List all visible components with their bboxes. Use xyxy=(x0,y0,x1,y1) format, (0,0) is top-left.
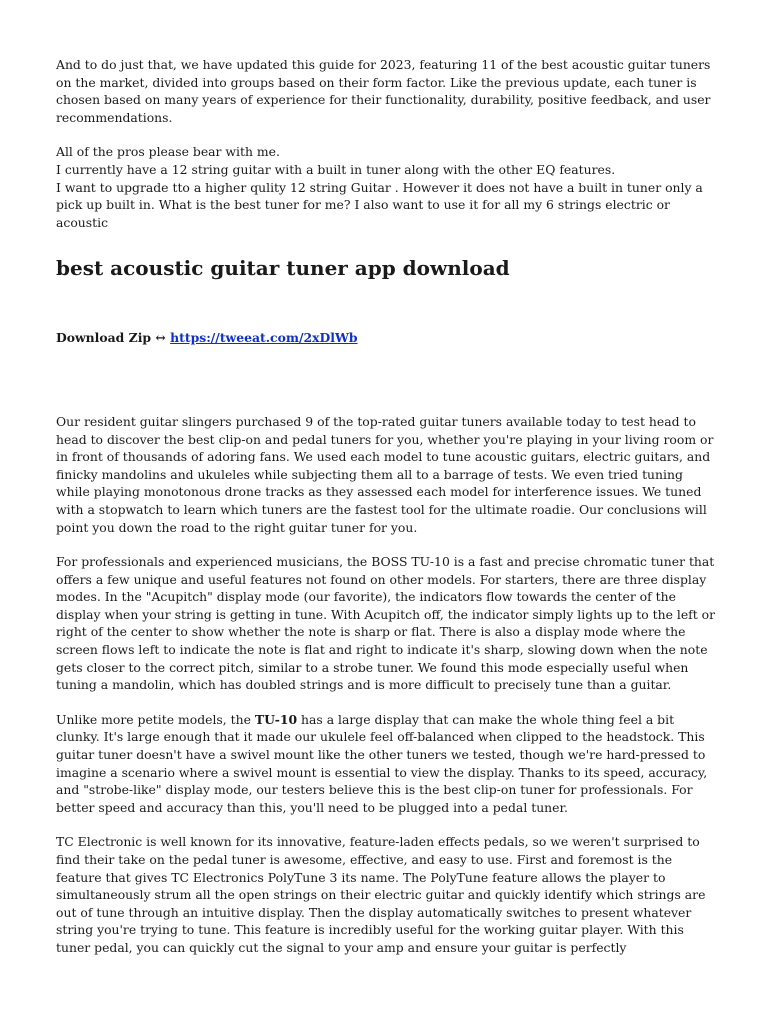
question-line: I currently have a 12 string guitar with a built in tuner along with the other EQ features. xyxy=(56,161,616,177)
body-paragraph-1: Our resident guitar slingers purchased 9 of the top-rated guitar tuners available today to test head to head to discover the best clip-on and pedal tuners for you, whether you're playing in your living room or in front of thousands of adoring fans. We used each model to tune acoustic guitars, electric guitars, and finicky mandolins and ukuleles while subjecting them all to a barrage of tests. We even tried tuning while playing monotonous drone tracks as they assessed each model for interference issues. We tuned with a stopwatch to learn which tuners are the fastest tool for the ultimate roadie. Our conclusions will point you down the road to the right guitar tuner for you. xyxy=(56,413,714,535)
body-paragraph-3 xyxy=(56,711,716,817)
product-name-bold: TU-10 xyxy=(254,711,298,727)
question-line: I want to upgrade tto a higher qulity 12 string Guitar . However it does not have a built in tuner only a pick up built in. What is the best tuner for me? I also want to use it for all my 6 strings electric or acoustic xyxy=(56,179,703,230)
body-paragraph-2: For professionals and experienced musicians, the BOSS TU-10 is a fast and precise chromatic tuner that offers a few unique and useful features not found on other models. For starters, there are three display modes. In the "Acupitch" display mode (our favorite), the indicators flow towards the center of the display when your string is getting in tune. With Acupitch off, the indicator simply lights up to the left or right of the center to show whether the note is sharp or flat. There is also a display mode where the screen flows left to indicate the note is flat and right to indicate it's sharp, slowing down when the note gets closer to the correct pitch, similar to a strobe tuner. We found this mode especially useful when tuning a mandolin, which has doubled strings and is more difficult to precisely tune than a guitar. xyxy=(56,554,716,693)
paragraph-text: has a large display that can make the whole thing feel a bit clunky. It's large enough that it made our ukulele feel off-balanced when clipped to the headstock. This guitar tuner doesn't have a swivel mount like the other tuners we tested, though we're hard-pressed to imagine a scenario where a swivel mount is essential to view the display. Thanks to its speed, accuracy, and "strobe-like" display mode, our testers believe this is the best clip-on tuner for professionals. For better speed and accuracy than this, you'll need to be plugged into a pedal tuner. xyxy=(56,711,708,815)
download-label: Download Zip ↔ xyxy=(56,330,166,346)
body-paragraph-4: TC Electronic is well known for its innovative, feature-laden effects pedals, so we weren't surprised to find their take on the pedal tuner is awesome, effective, and easy to use. First and foremost is the feature that gives TC Electronics PolyTune 3 its name. The PolyTune feature allows the player to simultaneously strum all the open strings on their electric guitar and quickly identify which strings are out of tune through an intuitive display. Then the display automatically switches to present whatever string you're trying to tune. This feature is incredibly useful for the working guitar player. With this tuner pedal, you can quickly cut the signal to your amp and ensure your guitar is perfectly xyxy=(56,834,706,955)
document-page xyxy=(56,56,716,957)
download-line xyxy=(56,329,716,347)
page-heading: best acoustic guitar tuner app download xyxy=(56,256,510,281)
question-paragraph xyxy=(56,143,716,231)
intro-paragraph: And to do just that, we have updated this guide for 2023, featuring 11 of the best acoustic guitar tuners on the market, divided into groups based on their form factor. Like the previous update, each tuner is chosen based on many years of experience for their functionality, durability, positive feedback, and user recommendations. xyxy=(56,57,711,125)
download-link[interactable]: https://tweeat.com/2xDlWb xyxy=(170,330,358,346)
paragraph-text: Unlike more petite models, the xyxy=(56,711,255,727)
question-line: All of the pros please bear with me. xyxy=(56,144,280,160)
